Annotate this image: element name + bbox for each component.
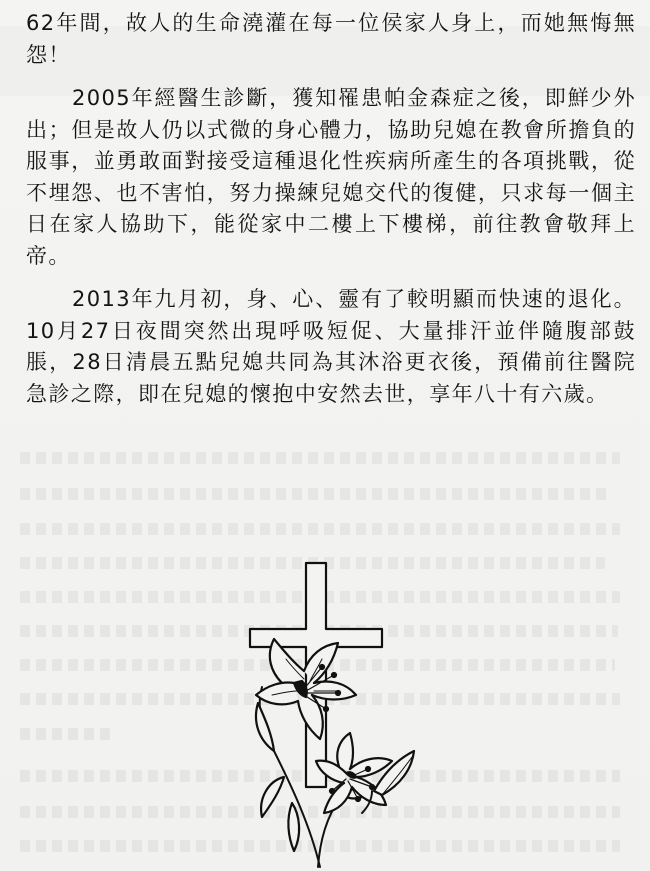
paragraph-3: 2013年九月初，身、心、靈有了較明顯而快速的退化。10月27日夜間突然出現呼吸短促、大量排汗並伴隨腹部鼓脹，28日清晨五點兒媳共同為其沐浴更衣後，預備前往醫院急診之際，即在兒媳的懷抱中安然去世，享年八十有六歲。 [26,287,636,406]
show-through-line [20,452,620,464]
cross-and-lily-illustration [222,555,432,871]
lily-icon [256,639,414,867]
body-text [26,8,636,410]
show-through-line [20,728,110,740]
show-through-line [20,523,620,535]
paragraph-1: 62年間，故人的生命澆灌在每一位侯家人身上，而她無悔無怨！ [26,11,636,67]
show-through-line [20,488,610,500]
paragraph-2: 2005年經醫生診斷，獲知罹患帕金森症之後，即鮮少外出；但是故人仍以式微的身心體力，協助兒媳在教會所擔負的服事，並勇敢面對接受這種退化性疾病所產生的各項挑戰，從不埋怨、也不害怕，努力操練兒媳交代的復健，只求每一個主日在家人協助下，能從家中二樓上下樓梯，前往教會敬拜上帝。 [26,86,636,268]
